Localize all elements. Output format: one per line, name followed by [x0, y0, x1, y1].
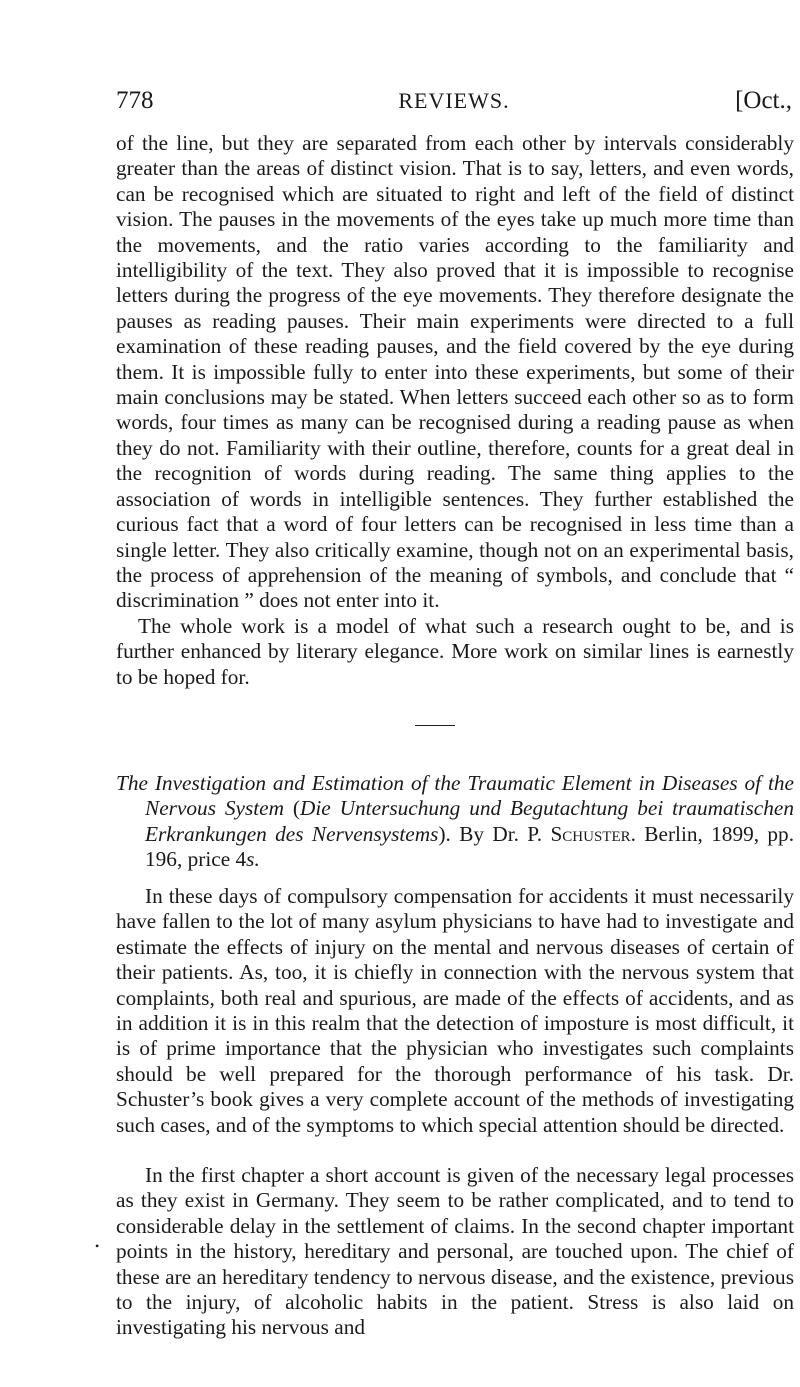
- review-paragraph: In these days of compulsory compensation for accidents it must necessarily have fallen to the lot of many asylum physicians to have had to investigate and estimate the effects of injury on the mental and nervous diseases of certain of their patients. As, too, it is chiefly in connection with the nervous system that complaints, both real and spurious, are made of the effects of accidents, and as in addition it is in this realm that the detection of imposture is most difficult, it is of prime importance that the physician who investigates such complaints should be well prepared for the thorough performance of his task. Dr. Schuster’s book gives a very complete account of the methods of investigating such cases, and of the symptoms to which special attention should be directed.: [116, 884, 794, 1137]
- review-title: The Investigation and Estimation of the Traumatic Element in Diseases of the Nervous System: [116, 771, 794, 821]
- section-divider: [415, 725, 455, 726]
- review-original-title: Die Untersuchung und Begutachtung bei traumatischen Erkrankungen des Nervensystems: [145, 796, 794, 846]
- review-by: By Dr. P.: [459, 821, 543, 846]
- review-price-unit: s.: [246, 847, 260, 872]
- review-paragraph: In the first chapter a short account is given of the necessary legal processes as they exist in Germany. They seem to be rather complicated, and to tend to considerable delay in the settlement of claims. In the second chapter important points in the history, hereditary and personal, are touched upon. The chief of these are an hereditary tendency to nervous disease, and the existence, previous to the injury, of alcoholic habits in the patient. Stress is also laid on investigating his nervous and: [116, 1163, 794, 1340]
- paragraph-continued: of the line, but they are separated from each other by intervals considerably greater than the areas of distinct vision. That is to say, letters, and even words, can be recognised which are situated to right and left of the field of distinct vision. The pauses in the movements of the eyes take up much more time than the movements, and the ratio varies according to the familiarity and intelligibility of the text. They also proved that it is impossible to recognise letters during the progress of the eye movements. They therefore designate the pauses as reading pauses. Their main experiments were directed to a full examination of these reading pauses, and the field covered by the eye during them. It is impossible fully to enter into these experiments, but some of their main conclusions may be stated. When letters succeed each other so as to form words, four times as many can be recognised during a reading pause as when they do not. Familiarity with their outline, therefore, counts for a great deal in the recognition of words during reading. The same thing applies to the association of words in intelligible sentences. They further established the curious fact that a word of four letters can be recognised in less time than a single letter. They also critically examine, though not on an experimental basis, the process of apprehension of the meaning of symbols, and conclude that “ discrimination ” does not enter into it.: [116, 131, 794, 613]
- running-title: REVIEWS.: [398, 88, 510, 113]
- review-heading: The Investigation and Estimation of the Traumatic Element in Diseases of the Nervous System (Die Untersuchung und Begutachtung bei traumatischen Erkrankungen des Nervensystems). By Dr. P. Schuster. Berlin, 1899, pp. 196, price 4s.: [116, 771, 795, 872]
- review-publication: Berlin, 1899, pp. 196, price: [145, 821, 795, 872]
- margin-mark: •: [95, 1239, 100, 1253]
- page-number: 778: [116, 87, 154, 114]
- paragraph-conclusion: The whole work is a model of what such a research ought to be, and is further enhanced by literary elegance. More work on similar lines is earnestly to be hoped for.: [116, 614, 794, 689]
- review-author: Schuster.: [550, 821, 636, 846]
- running-head: [116, 84, 792, 118]
- review-price-amount: 4: [235, 847, 247, 872]
- issue-date: [Oct.,: [735, 87, 792, 114]
